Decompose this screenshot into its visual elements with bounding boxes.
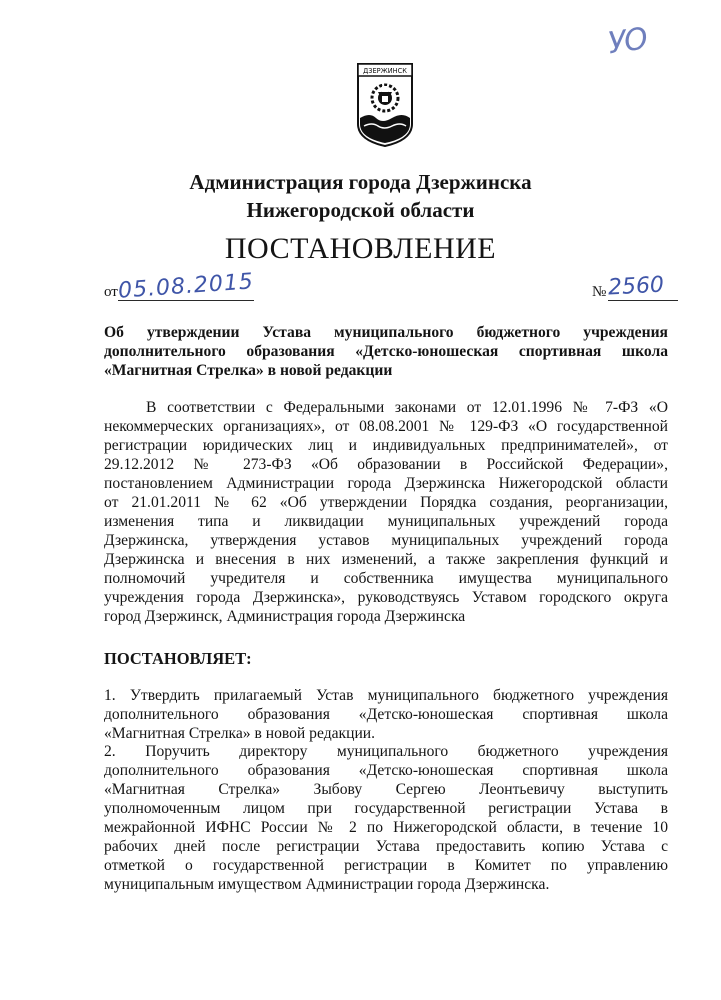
handwritten-number: 2560 — [607, 272, 665, 301]
preamble-line: от 21.01.2011 № 62 «Об утверждении Порядка создания, реорганизации, — [104, 494, 668, 511]
organization-name — [0, 168, 721, 224]
subject-line: Об утверждении Устава муниципального бюджетного учреждения — [104, 324, 668, 341]
preamble-line: В соответствии с Федеральными законами от 12.01.1996 № 7-ФЗ «О — [146, 399, 668, 416]
document-subject — [104, 323, 668, 380]
item-line: 1. Утвердить прилагаемый Устав муниципального бюджетного учреждения — [104, 687, 668, 704]
coat-of-arms-icon — [356, 62, 414, 148]
decree-heading: ПОСТАНОВЛЯЕТ: — [104, 649, 252, 668]
item-line: «Магнитная Стрелка» в новой редакции. — [104, 725, 376, 742]
organization-name-line-2: Нижегородской области — [246, 198, 475, 222]
preamble-line: Дзержинска, утверждения уставов муниципальных учреждений города — [104, 532, 668, 549]
item-line: муниципальным имуществом Администрации города Дзержинска. — [104, 876, 550, 893]
document-date-field — [104, 269, 255, 304]
preamble-line: 29.12.2012 № 273-ФЗ «Об образовании в Российской Федерации», — [104, 456, 668, 473]
preamble-line: постановлением Администрации города Дзержинска Нижегородской области — [104, 475, 668, 492]
preamble-line: изменения типа и ликвидации муниципальных учреждений города — [104, 513, 668, 530]
preamble-line: Дзержинска и внесения в них изменений, а также закрепления функций и — [104, 551, 668, 568]
preamble-line: регистрации юридических лиц и индивидуальных предпринимателей», от — [104, 437, 668, 454]
item-line: отметкой о государственной регистрации в Комитет по управлению — [104, 857, 668, 874]
item-line: дополнительного образования «Детско-юношеская спортивная школа — [104, 706, 668, 723]
handwritten-corner-mark: УО — [605, 21, 649, 62]
item-line: рабочих дней после регистрации Устава предоставить копию Устава с — [104, 838, 668, 855]
item-line: 2. Поручить директору муниципального бюджетного учреждения — [104, 743, 668, 760]
organization-name-line-1: Администрация города Дзержинска — [189, 170, 532, 194]
emblem-banner-text: ДЗЕРЖИНСК — [363, 67, 407, 75]
date-prefix: от — [104, 284, 118, 300]
item-line: дополнительного образования «Детско-юношеская спортивная школа — [104, 762, 668, 779]
item-line: уполномоченным лицом при государственной регистрации Устава в — [104, 800, 668, 817]
number-prefix: № — [592, 284, 607, 300]
subject-line: «Магнитная Стрелка» в новой редакции — [104, 362, 393, 379]
preamble-line: полномочий учредителя и собственника имущества муниципального — [104, 570, 668, 587]
handwritten-date: 05.08.2015 — [117, 269, 255, 304]
coat-of-arms-emblem — [356, 62, 414, 148]
decree-item-1 — [104, 686, 668, 743]
number-underline — [608, 300, 678, 301]
preamble-line: некоммерческих организациях», от 08.08.2001 № 129-ФЗ «О государственной — [104, 418, 668, 435]
item-line: межрайонной ИФНС России № 2 по Нижегородской области, в течение 10 — [104, 819, 668, 836]
decree-item-2 — [104, 742, 668, 894]
item-line: «Магнитная Стрелка» Зыбову Сергею Леонтьевичу выступить — [104, 781, 668, 798]
preamble-line: учреждения города Дзержинска», руководствуясь Уставом городского округа — [104, 589, 668, 606]
document-number-field — [592, 272, 678, 304]
document-type-title: ПОСТАНОВЛЕНИЕ — [224, 232, 497, 265]
preamble-paragraph — [104, 398, 668, 626]
subject-line: дополнительного образования «Детско-юношеская спортивная школа — [104, 343, 668, 360]
preamble-line: город Дзержинск, Администрация города Дзержинска — [104, 608, 466, 625]
